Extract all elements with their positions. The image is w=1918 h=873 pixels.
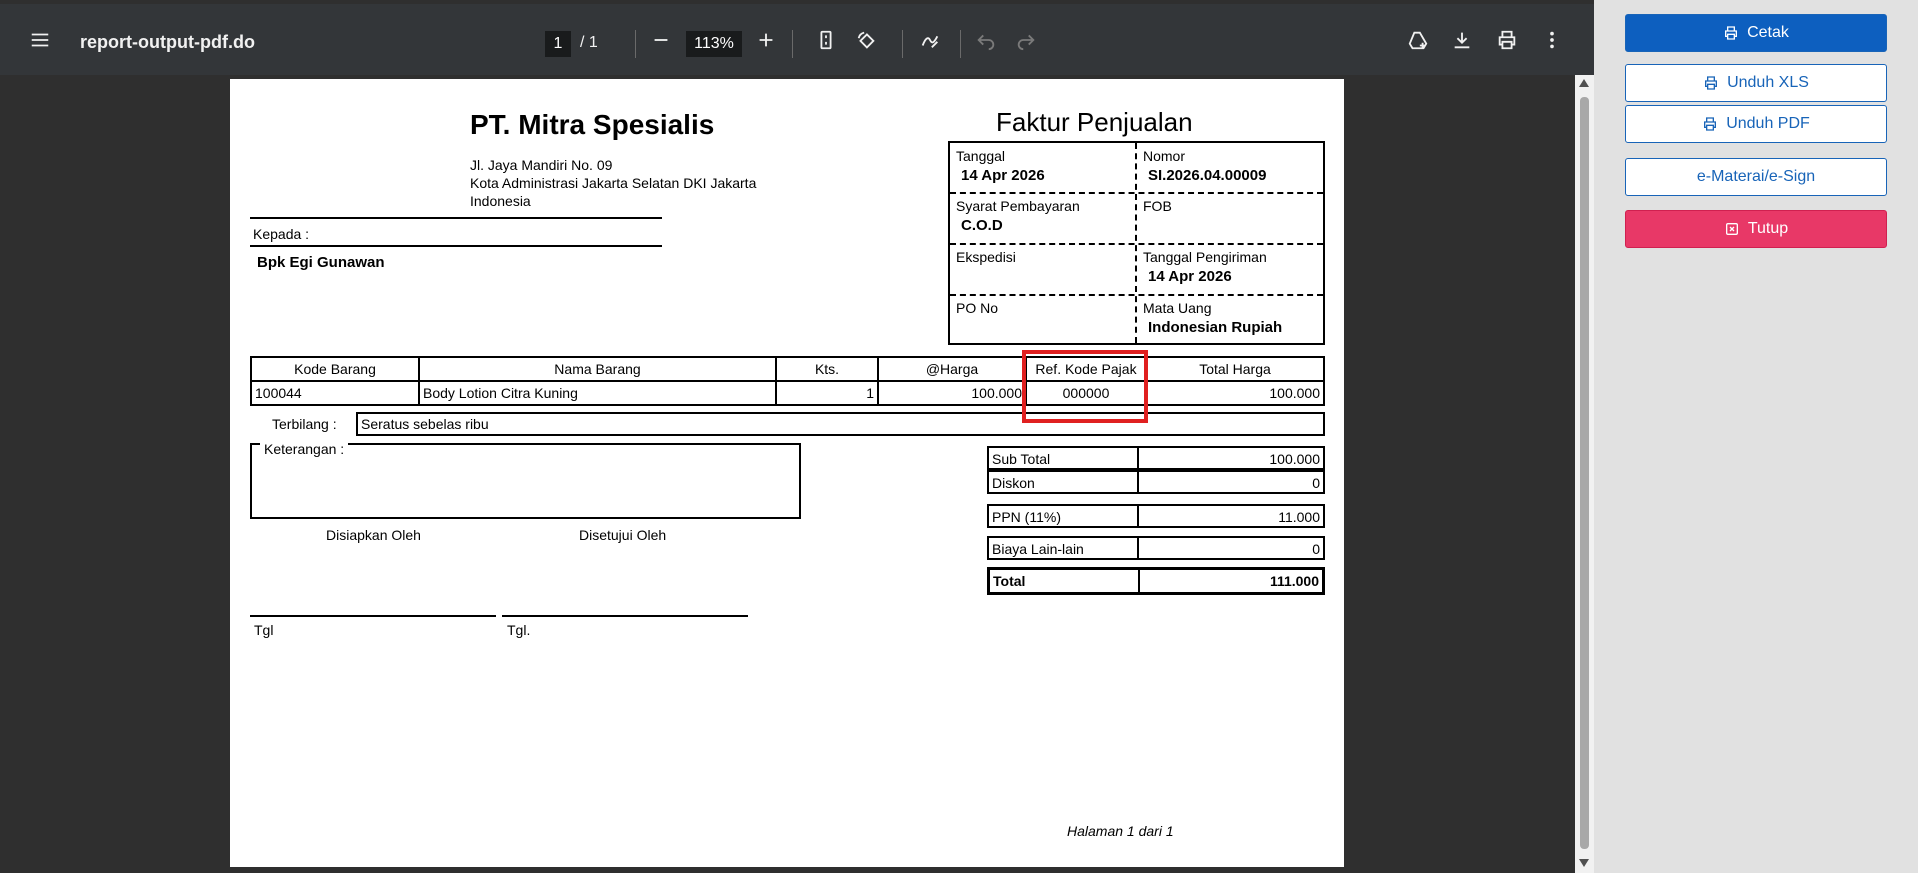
tanggal-value: 14 Apr 2026 <box>961 167 1045 184</box>
cell-nama-barang: Body Lotion Citra Kuning <box>419 381 776 405</box>
mata-uang-label: Mata Uang <box>1143 300 1212 316</box>
unduh-pdf-label: Unduh PDF <box>1726 115 1810 132</box>
syarat-value: C.O.D <box>961 217 1003 234</box>
print-icon <box>1702 116 1718 132</box>
fit-page-icon[interactable] <box>812 26 840 54</box>
total-value: 111.000 <box>1269 573 1319 589</box>
vertical-scrollbar[interactable] <box>1575 75 1594 873</box>
total-row <box>987 567 1325 595</box>
toolbar-divider <box>960 30 961 58</box>
mata-uang-value: Indonesian Rupiah <box>1148 319 1283 336</box>
tutup-label: Tutup <box>1747 220 1789 237</box>
ekspedisi-cell <box>956 249 1016 265</box>
column-header: Nama Barang <box>419 357 776 381</box>
cell-kode-barang: 100044 <box>251 381 419 405</box>
subtotal-label: Sub Total <box>992 451 1051 467</box>
subtotal-row <box>987 446 1325 470</box>
address-line: Kota Administrasi Jakarta Selatan DKI Jakarta <box>470 175 757 191</box>
column-header: Kts. <box>776 357 878 381</box>
grid-divider <box>950 192 1323 194</box>
document-title: Faktur Penjualan <box>996 107 1193 137</box>
print-icon[interactable] <box>1493 26 1521 54</box>
toolbar-divider <box>635 30 636 58</box>
column-header: Kode Barang <box>251 357 419 381</box>
nomor-label: Nomor <box>1143 148 1186 164</box>
scroll-down-icon[interactable] <box>1579 859 1589 867</box>
invoice-info-grid <box>948 141 1325 345</box>
biaya-label: Biaya Lain-lain <box>992 541 1084 557</box>
column-header: @Harga <box>878 357 1026 381</box>
kepada-label: Kepada : <box>253 226 310 242</box>
address-line: Jl. Jaya Mandiri No. 09 <box>470 157 613 173</box>
subtotal-value: 100.000 <box>1269 451 1320 467</box>
keterangan-label: Keterangan : <box>260 441 348 457</box>
file-title: report-output-pdf.do <box>80 32 255 52</box>
table-row <box>251 381 1324 405</box>
mata-uang-cell <box>1143 300 1282 336</box>
toolbar-divider <box>902 30 903 58</box>
toolbar-divider <box>792 30 793 58</box>
ppn-label: PPN (11%) <box>992 509 1061 525</box>
unduh-xls-button[interactable] <box>1625 64 1887 102</box>
biaya-value: 0 <box>1312 541 1320 557</box>
divider <box>250 217 662 219</box>
download-icon[interactable] <box>1448 26 1476 54</box>
zoom-input[interactable]: 113% <box>686 31 742 57</box>
print-icon <box>1723 25 1739 41</box>
cetak-button[interactable] <box>1625 14 1887 52</box>
pengiriman-value: 14 Apr 2026 <box>1148 268 1232 285</box>
tgl-label: Tgl. <box>507 622 531 638</box>
pdf-toolbar <box>0 4 1594 75</box>
table-header-row <box>251 357 1324 381</box>
terbilang-label: Terbilang : <box>272 416 337 432</box>
cetak-label: Cetak <box>1747 24 1789 41</box>
tanggal-cell <box>956 148 1045 184</box>
cell-total-harga: 100.000 <box>1146 381 1324 405</box>
total-label: Total <box>993 573 1026 589</box>
customer-name: Bpk Egi Gunawan <box>257 254 385 271</box>
drive-add-icon[interactable] <box>1404 26 1432 54</box>
diskon-value: 0 <box>1312 475 1320 491</box>
more-options-icon[interactable] <box>1538 26 1566 54</box>
company-address <box>470 156 756 210</box>
close-icon <box>1724 221 1740 237</box>
page-number-input[interactable]: 1 <box>545 31 571 57</box>
column-header: Total Harga <box>1146 357 1324 381</box>
items-table <box>250 356 1325 406</box>
fob-cell <box>1143 198 1172 214</box>
column-header: Ref. Kode Pajak <box>1026 357 1146 381</box>
menu-icon[interactable] <box>26 26 54 54</box>
pengiriman-label: Tanggal Pengiriman <box>1143 249 1267 265</box>
terbilang-value: Seratus sebelas ribu <box>356 412 1325 436</box>
disetujui-label: Disetujui Oleh <box>579 527 667 543</box>
action-sidebar <box>1594 0 1918 873</box>
po-label: PO No <box>956 300 999 316</box>
fob-label: FOB <box>1143 198 1172 214</box>
grid-divider <box>950 294 1323 296</box>
cell-harga: 100.000 <box>878 381 1026 405</box>
print-icon <box>1703 75 1719 91</box>
grid-divider <box>950 243 1323 245</box>
page-footer: Halaman 1 dari 1 <box>1067 823 1174 839</box>
undo-icon[interactable] <box>972 26 1000 54</box>
e-materai-button[interactable] <box>1625 158 1887 196</box>
unduh-xls-label: Unduh XLS <box>1727 74 1809 91</box>
scroll-up-icon[interactable] <box>1579 79 1589 87</box>
signature-line <box>250 615 496 617</box>
divider <box>250 245 662 247</box>
page-total: / 1 <box>580 34 598 51</box>
cell-kts: 1 <box>776 381 878 405</box>
disiapkan-label: Disiapkan Oleh <box>326 527 421 543</box>
syarat-cell <box>956 198 1080 234</box>
company-name: PT. Mitra Spesialis <box>470 109 715 140</box>
pengiriman-cell <box>1143 249 1267 285</box>
tanggal-label: Tanggal <box>956 148 1006 164</box>
rotate-icon[interactable] <box>852 26 880 54</box>
ppn-row <box>987 504 1325 528</box>
diskon-label: Diskon <box>992 475 1035 491</box>
po-cell <box>956 300 998 316</box>
nomor-cell <box>1143 148 1266 184</box>
signature-line <box>502 615 748 617</box>
unduh-pdf-button[interactable] <box>1625 105 1887 143</box>
nomor-value: SI.2026.04.00009 <box>1148 167 1267 184</box>
syarat-label: Syarat Pembayaran <box>956 198 1080 214</box>
tutup-button[interactable] <box>1625 210 1887 248</box>
scroll-thumb[interactable] <box>1580 97 1589 849</box>
pdf-page <box>230 79 1344 867</box>
redo-icon[interactable] <box>1012 26 1040 54</box>
tgl-label: Tgl <box>254 622 274 638</box>
ppn-value: 11.000 <box>1278 509 1320 525</box>
highlight-box <box>1022 350 1148 423</box>
ekspedisi-label: Ekspedisi <box>956 249 1016 265</box>
cell-ref-kode-pajak: 000000 <box>1026 381 1146 405</box>
zoom-in-icon[interactable] <box>752 26 780 54</box>
biaya-row <box>987 536 1325 560</box>
address-line: Indonesia <box>470 193 531 209</box>
diskon-row <box>987 470 1325 494</box>
e-materai-label: e-Materai/e-Sign <box>1696 168 1816 185</box>
draw-icon[interactable] <box>916 26 944 54</box>
zoom-out-icon[interactable] <box>647 26 675 54</box>
